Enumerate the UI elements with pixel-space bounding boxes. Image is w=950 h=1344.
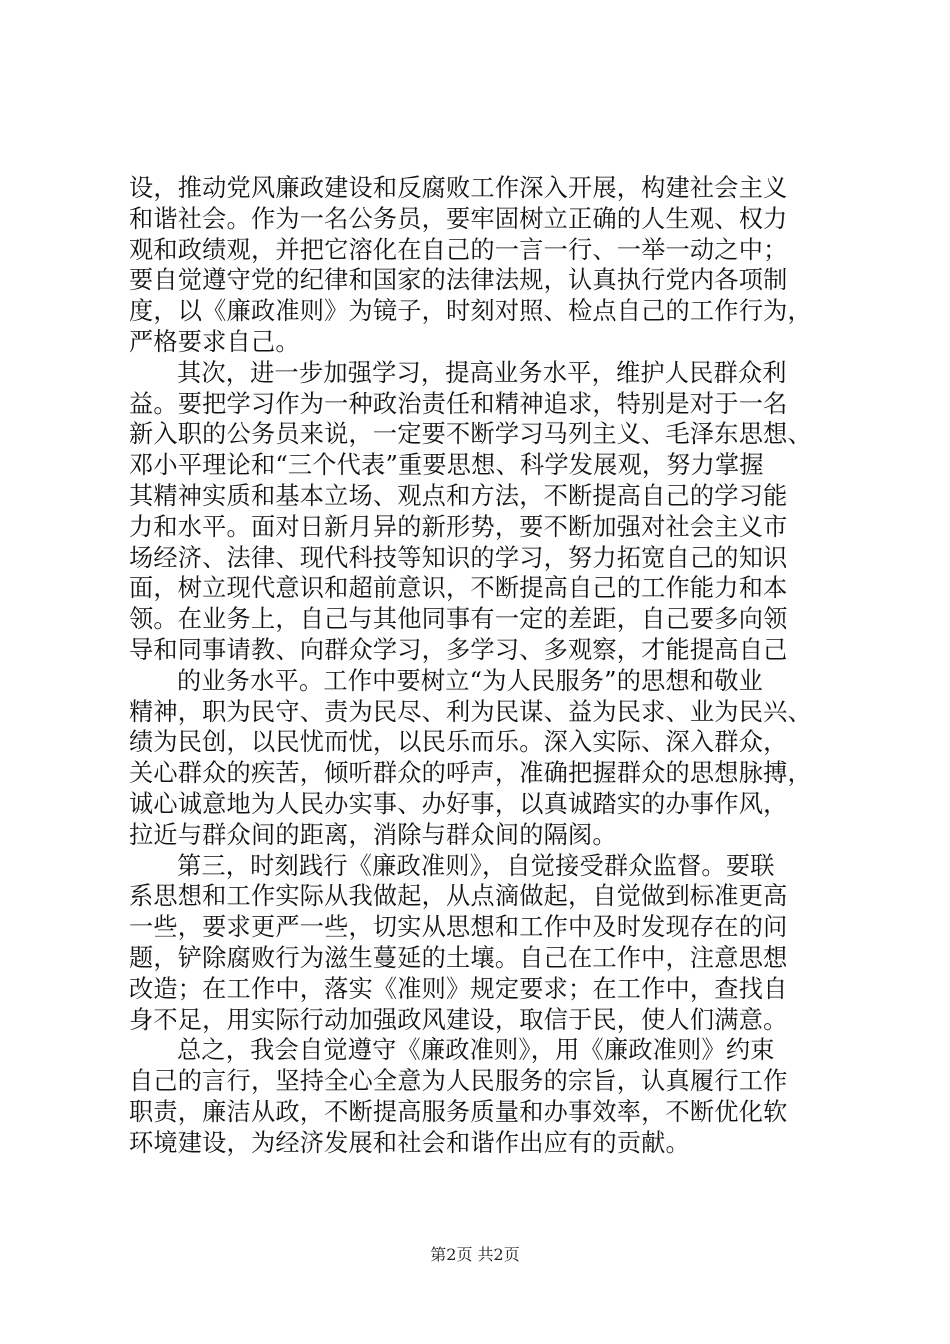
- paragraph-start-line: 其次，进一步加强学习，提高业务水平，维护人民群众利: [177, 358, 787, 387]
- document-body: [129, 173, 829, 1159]
- text-line: 题，铲除腐败行为滋生蔓延的土壤。自己在工作中，注意思想: [129, 943, 788, 972]
- text-line: 精神，职为民守、责为民尽、利为民谋、益为民求、业为民兴、: [129, 697, 812, 726]
- text-line: 诚心诚意地为人民办实事、办好事，以真诚踏实的办事作风，: [129, 789, 788, 818]
- text-line: 和谐社会。作为一名公务员，要牢固树立正确的人生观、权力: [129, 204, 788, 233]
- text-line: 设，推动党风廉政建设和反腐败工作深入开展，构建社会主义: [129, 174, 788, 202]
- text-line: 新入职的公务员来说，一定要不断学习马列主义、毛泽东思想、: [129, 420, 812, 449]
- text-line: 观和政绩观，并把它溶化在自己的一言一行、一举一动之中；: [129, 235, 788, 264]
- text-line: 环境建设，为经济发展和社会和谐作出应有的贡献。: [129, 1128, 690, 1157]
- text-line: 其精神实质和基本立场、观点和方法，不断提高自己的学习能: [129, 481, 788, 510]
- text-line: 益。要把学习作为一种政治责任和精神追求，特别是对于一名: [129, 389, 788, 418]
- text-line: 面，树立现代意识和超前意识，不断提高自己的工作能力和本: [129, 574, 788, 603]
- text-line: 导和同事请教、向群众学习，多学习、多观察，才能提高自己: [129, 635, 788, 664]
- text-line: 绩为民创，以民忧而忧，以民乐而乐。深入实际、深入群众，: [129, 728, 788, 757]
- text-line: 关心群众的疾苦，倾听群众的呼声，准确把握群众的思想脉搏，: [129, 759, 812, 788]
- text-line: 度，以《廉政准则》为镜子，时刻对照、检点自己的工作行为，: [129, 297, 812, 326]
- text-line: 严格要求自己。: [129, 327, 300, 356]
- text-line: 改造；在工作中，落实《准则》规定要求；在工作中，查找自: [129, 974, 788, 1003]
- paragraph-start-line: 的业务水平。工作中要树立“为人民服务”的思想和敬业: [177, 666, 764, 695]
- text-line: 要自觉遵守党的纪律和国家的法律法规，认真执行党内各项制: [129, 266, 788, 295]
- text-line: 领。在业务上，自己与其他同事有一定的差距，自己要多向领: [129, 605, 788, 634]
- text-line: 拉近与群众间的距离，消除与群众间的隔阂。: [129, 820, 617, 849]
- text-line: 身不足，用实际行动加强政风建设，取信于民，使人们满意。: [129, 1005, 788, 1034]
- text-line: 职责，廉洁从政，不断提高服务质量和办事效率，不断优化软: [129, 1097, 788, 1126]
- text-line: 一些，要求更严一些，切实从思想和工作中及时发现存在的问: [129, 913, 788, 942]
- text-line: 自己的言行，坚持全心全意为人民服务的宗旨，认真履行工作: [129, 1067, 788, 1096]
- paragraph-start-line: 总之，我会自觉遵守《廉政准则》，用《廉政准则》约束: [177, 1036, 775, 1065]
- text-line: 力和水平。面对日新月异的新形势，要不断加强对社会主义市: [129, 512, 788, 541]
- paragraph-start-line: 第三，时刻践行《廉政准则》，自觉接受群众监督。要联: [177, 851, 775, 880]
- text-line: 系思想和工作实际从我做起，从点滴做起，自觉做到标准更高: [129, 882, 788, 911]
- page-number-footer: 第2页 共2页: [430, 1245, 520, 1264]
- text-line: 邓小平理论和“三个代表”重要思想、科学发展观，努力掌握: [129, 451, 764, 480]
- text-line: 场经济、法律、现代科技等知识的学习，努力拓宽自己的知识: [129, 543, 788, 572]
